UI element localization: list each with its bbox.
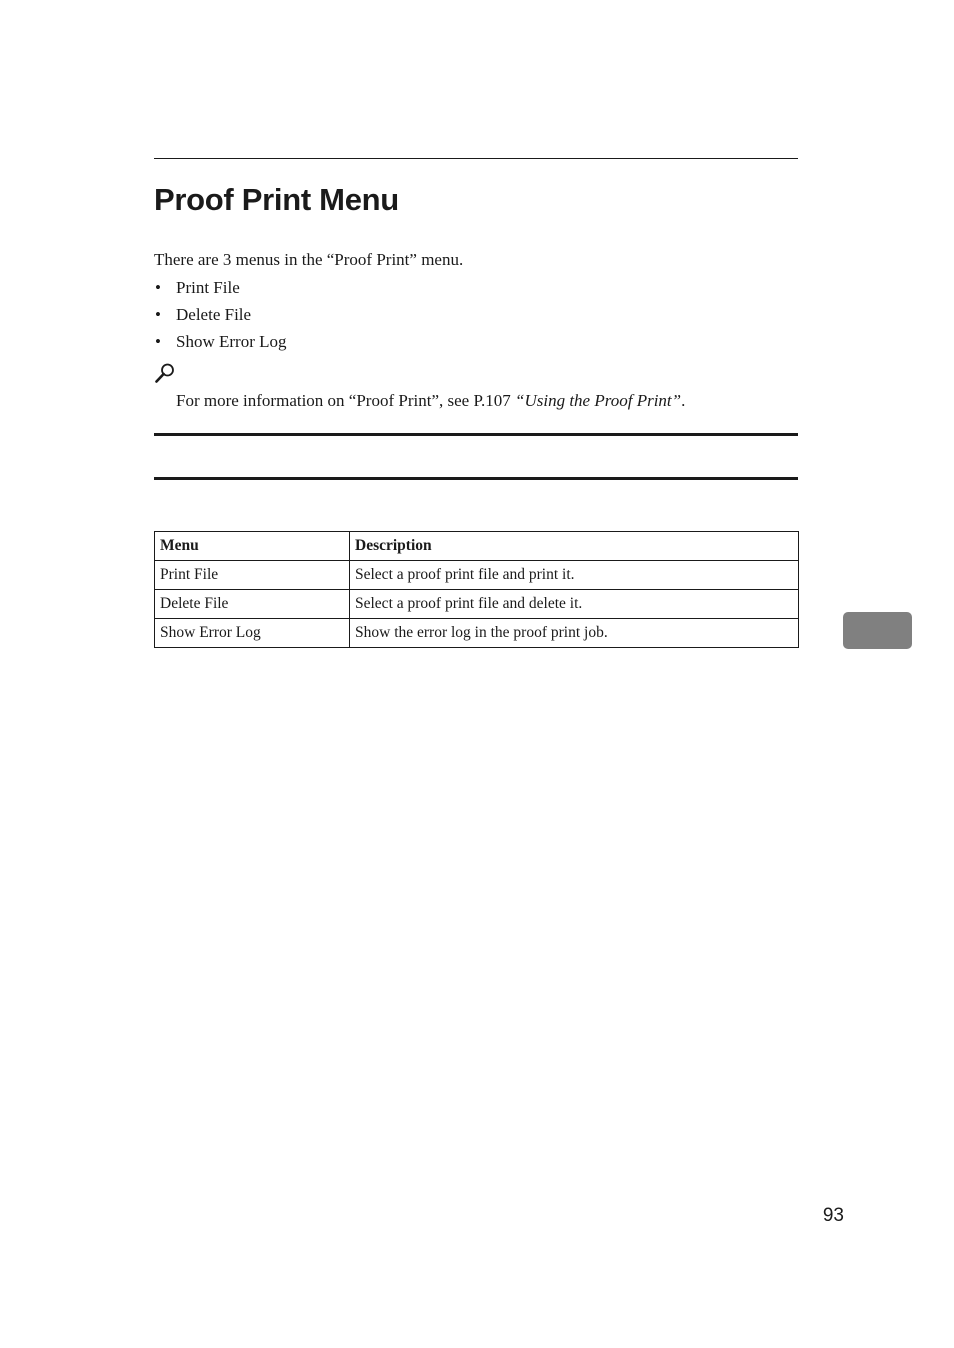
column-header-menu: Menu bbox=[155, 532, 350, 561]
list-item-label: Delete File bbox=[176, 305, 252, 324]
menu-list bbox=[154, 276, 286, 357]
chapter-tab bbox=[843, 612, 912, 649]
table-row bbox=[155, 590, 799, 619]
section-rule-top bbox=[154, 433, 798, 436]
table-row bbox=[155, 561, 799, 590]
list-item bbox=[154, 276, 286, 303]
table-cell-menu: Delete File bbox=[155, 590, 350, 619]
list-item-label: Show Error Log bbox=[176, 332, 287, 351]
magnifier-icon bbox=[154, 362, 176, 384]
table-cell-menu: Print File bbox=[155, 561, 350, 590]
list-item-label: Print File bbox=[176, 278, 240, 297]
reference-period: . bbox=[681, 391, 686, 410]
bullet: • bbox=[155, 305, 161, 324]
table-header-row bbox=[155, 532, 799, 561]
reference-text: For more information on “Proof Print”, see P.107 bbox=[176, 391, 516, 410]
page-number: 93 bbox=[822, 1205, 844, 1226]
bullet: • bbox=[155, 332, 161, 351]
intro-text: There are 3 menus in the “Proof Print” menu. bbox=[154, 250, 464, 269]
table-cell-description: Select a proof print file and print it. bbox=[350, 561, 799, 590]
page-title: Proof Print Menu bbox=[154, 182, 399, 217]
bullet: • bbox=[155, 278, 161, 297]
menu-table bbox=[154, 531, 799, 648]
reference-link[interactable]: “Using the Proof Print” bbox=[515, 391, 682, 410]
list-item bbox=[154, 303, 286, 330]
list-item bbox=[154, 330, 286, 357]
section-rule-bottom bbox=[154, 477, 798, 480]
reference-note bbox=[176, 389, 685, 413]
table-cell-description: Select a proof print file and delete it. bbox=[350, 590, 799, 619]
table-cell-menu: Show Error Log bbox=[155, 619, 350, 648]
table-cell-description: Show the error log in the proof print job. bbox=[350, 619, 799, 648]
header-rule bbox=[154, 158, 798, 159]
column-header-description: Description bbox=[350, 532, 799, 561]
table-row bbox=[155, 619, 799, 648]
